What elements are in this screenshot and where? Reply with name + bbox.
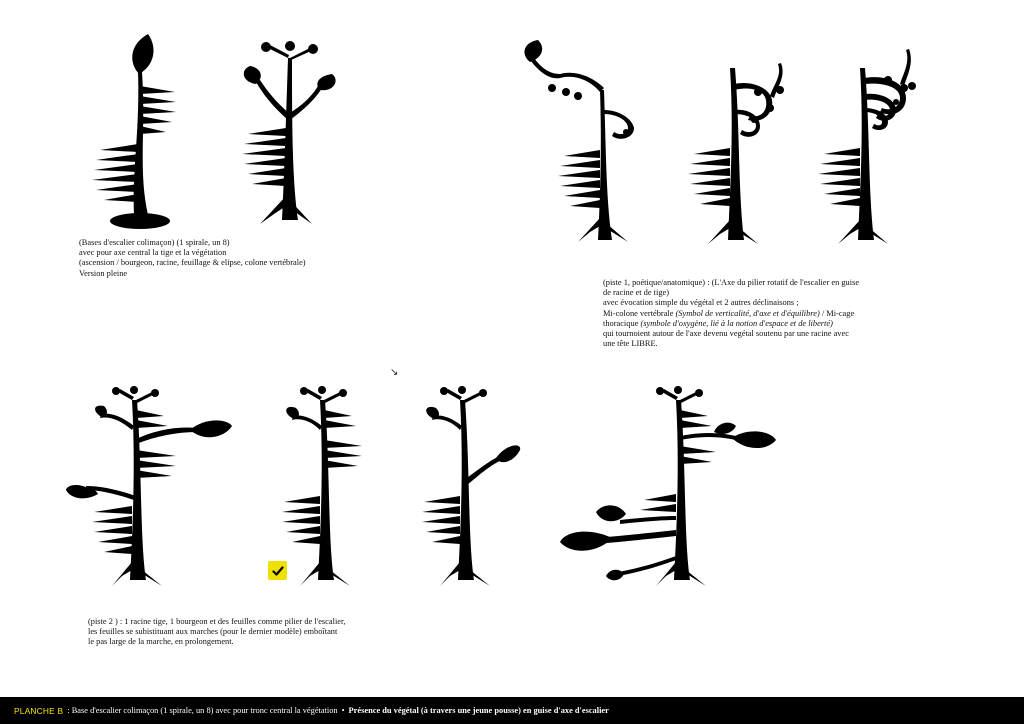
caption-italic: (Symbol de verticalité, d'axe et d'équilibre) (675, 308, 820, 318)
caption-line: avec évocation simple du végétal et 2 autres déclinaisons ; (603, 298, 799, 308)
stair-plant-bud (282, 386, 362, 586)
caption-line: le pas large de la marche, en prolongement. (88, 637, 234, 647)
caption-base-designs (79, 238, 306, 279)
plate-label: PLANCHE B (14, 705, 64, 716)
footer-bar (0, 697, 1024, 724)
caption-line (603, 319, 859, 329)
stair-plant-leaf-steps (560, 386, 776, 586)
caption-line: les feuilles se subistituant aux marches (pour le dernier modèle) emboîtant (88, 627, 338, 637)
caption-piste-2 (88, 617, 346, 648)
caption-text: thoracique (603, 318, 641, 328)
stair-plant-spine (688, 63, 784, 244)
stair-plant-full-version (92, 34, 176, 229)
selected-check-badge[interactable] (268, 561, 287, 580)
caption-line: qui tournoient autour de l'axe devenu vegétal soutenu par une racine avec (603, 329, 849, 339)
caption-line: (Bases d'escalier colimaçon) (1 spirale, un 8) (79, 238, 230, 247)
stair-plant-free-head (524, 40, 634, 242)
caption-text: Mi-colone vertébrale (603, 308, 676, 318)
caption-line: (piste 1, poétique/anatomique) : (L'Axe du pilier rotatif de l'escalier en guise (603, 278, 860, 287)
footer-emphasis: Présence du végétal (à travers une jeune pousse) en guise d'axe d'escalier (348, 706, 609, 715)
caption-line: de racine et de tige) (603, 288, 670, 298)
footer-description: : Base d'escalier colimaçon (1 spirale, un 8) avec pour tronc central la végétation (67, 706, 338, 715)
stair-plant-side-leaf (422, 386, 520, 586)
caption-line: une tête LIBRE. (603, 339, 658, 349)
stair-plant-branching (242, 41, 336, 224)
caption-line: avec pour axe central la tige et la végétation (79, 248, 227, 258)
stair-plant-ribcage (818, 49, 916, 244)
caption-text: / Mi-cage (819, 308, 855, 318)
caption-line: (ascension / bourgeon, racine, feuillage & elipse, colone vertébrale) (79, 258, 306, 268)
caption-line: (piste 2 ) : 1 racine tige, 1 bourgeon et des feuilles comme pilier de l'escalier, (88, 617, 346, 626)
stair-plant-leaves-wide (66, 386, 232, 586)
arrow-marker: ↘ (390, 367, 399, 378)
caption-line: Version pleine (79, 268, 128, 278)
footer-separator: • (341, 706, 345, 715)
caption-italic: (symbole d'oxygène, lié à la notion d'espace et de liberté) (640, 318, 833, 328)
check-icon (272, 565, 284, 577)
caption-piste-1 (603, 278, 859, 349)
caption-line (603, 309, 859, 319)
